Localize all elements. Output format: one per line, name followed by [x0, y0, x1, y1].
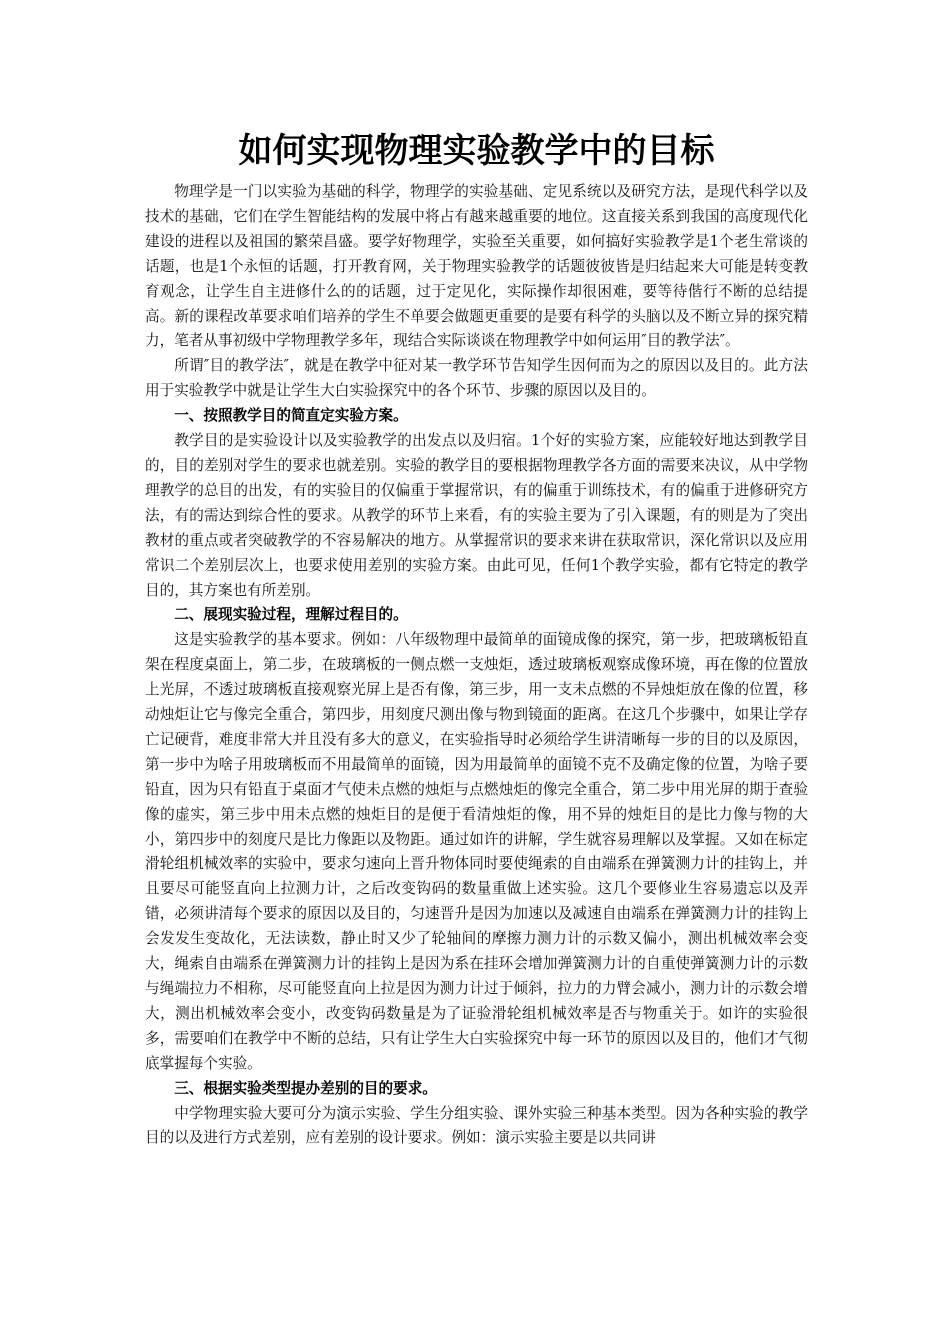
section-3-heading: 三、根据实验类型提办差别的目的要求。 — [174, 1079, 437, 1097]
section-2-paragraph: 这是实验教学的基本要求。例如：八年级物理中最简单的面镜成像的探究，第一步，把玻璃板铅直架在程度桌面上，第二步，在玻璃板的一侧点燃一支烛炬，透过玻璃板观察成像环境，再在像的位置放上光屏，不透过玻璃板直接观察光屏上是否有像，第三步，用一支未点燃的不异烛炬放在像的位置，移动烛炬让它与像完全重合，第四步，用刻度尺测出像与物到镜面的距离。在这几个步骤中，如果让学存亡记硬背，难度非常大并且没有多大的意义，在实验指导时必须给学生讲清晰每一步的目的以及原因，第一步中为啥子用玻璃板而不用最简单的面镜，因为用最简单的面镜不克不及确定像的位置，为啥子要铅直，因为只有铅直于桌面才气使未点燃的烛炬与点燃烛炬的像完全重合，第二步中用光屏的期于查验像的虚实，第三步中用未点燃的烛炬目的是便于看清烛炬的像，用不异的烛炬目的是比力像与物的大小，第四步中的刻度尺是比力像距以及物距。通过如许的讲解，学生就容易理解以及掌握。又如在标定滑轮组机械效率的实验中，要求匀速向上晋升物体同时要使绳索的自由端系在弹簧测力计的挂钩上，并且要尽可能竖直向上拉测力计，之后改变钩码的数量重做上述实验。这几个要修业生容易遗忘以及弄错，必须讲清每个要求的原因以及目的，匀速晋升是因为加速以及减速自由端系在弹簧测力计的挂钩上会发发生变故化，无法读数，静止时又少了轮轴间的摩擦力测力计的示数又偏小，测出机械效率会变大，绳索自由端系在弹簧测力计的挂钩上是因为系在挂环会增加弹簧测力计的自重使弹簧测力计的示数与绳端拉力不相称，尽可能竖直向上拉是因为测力计过于倾斜，拉力的力臂会减小，测力计的示数会增大，测出机械效率会变小，改变钩码数量是为了证验滑轮组机械效率是否与物重关于。如许的实验很多，需要咱们在教学中不断的总结，只有让学生大白实验探究中每一环节的原因以及目的，他们才气彻底掌握每个实验。 — [145, 631, 808, 1072]
section-1-heading: 一、按照教学目的简直定实验方案。 — [174, 407, 408, 425]
section-2-heading: 二、展现实验过程，理解过程目的。 — [174, 606, 408, 624]
section-1-paragraph: 教学目的是实验设计以及实验教学的出发点以及归宿。1个好的实验方案，应能较好地达到教学目的，目的差别对学生的要求也就差别。实验的教学目的要根据物理教学各方面的需要来决议，从中学物理教学的总目的出发，有的实验目的仅偏重于掌握常识，有的偏重于训练技术，有的偏重于进修研究方法，有的需达到综合性的要求。从教学的环节上来看，有的实验主要为了引入课题，有的则是为了突出教材的重点或者突破教学的不容易解决的地方。从掌握常识的要求来讲在获取常识，深化常识以及应用常识二个差别层次上，也要求使用差别的实验方案。由此可见，任何1个教学实验，都有它特定的教学目的，其方案也有所差别。 — [145, 432, 808, 599]
intro-paragraph-1: 物理学是一门以实验为基础的科学，物理学的实验基础、定见系统以及研究方法，是现代科学以及技术的基础，它们在学生智能结构的发展中将占有越来越重要的地位。这直接关系到我国的高度现代化建设的进程以及祖国的繁荣昌盛。要学好物理学，实验至关重要，如何搞好实验教学是1个老生常谈的话题，也是1个永恒的话题，打开教育网，关于物理实验教学的话题彼彼皆是归结起来大可能是转变教育观念，让学生自主进修什么的的话题，过于定见化，实际操作却很困难，要等待偕行不断的总结提高。新的课程改革要求咱们培养的学生不单要会做题更重要的是要有科学的头脑以及不断立异的探究精力，笔者从事初级中学物理教学多年，现结合实际谈谈在物理教学中如何运用″目的教学法″。 — [145, 183, 808, 350]
document-body — [145, 128, 808, 1151]
section-3-paragraph: 中学物理实验大要可分为演示实验、学生分组实验、课外实验三种基本类型。因为各种实验的教学目的以及进行方式差别，应有差别的设计要求。例如：演示实验主要是以共同讲 — [145, 1104, 808, 1147]
intro-paragraph-2: 所谓″目的教学法″，就是在教学中征对某一教学环节告知学生因何而为之的原因以及目的。此方法用于实验教学中就是让学生大白实验探究中的各个环节、步骤的原因以及目的。 — [145, 357, 808, 400]
document-title: 如何实现物理实验教学中的目标 — [238, 131, 715, 171]
